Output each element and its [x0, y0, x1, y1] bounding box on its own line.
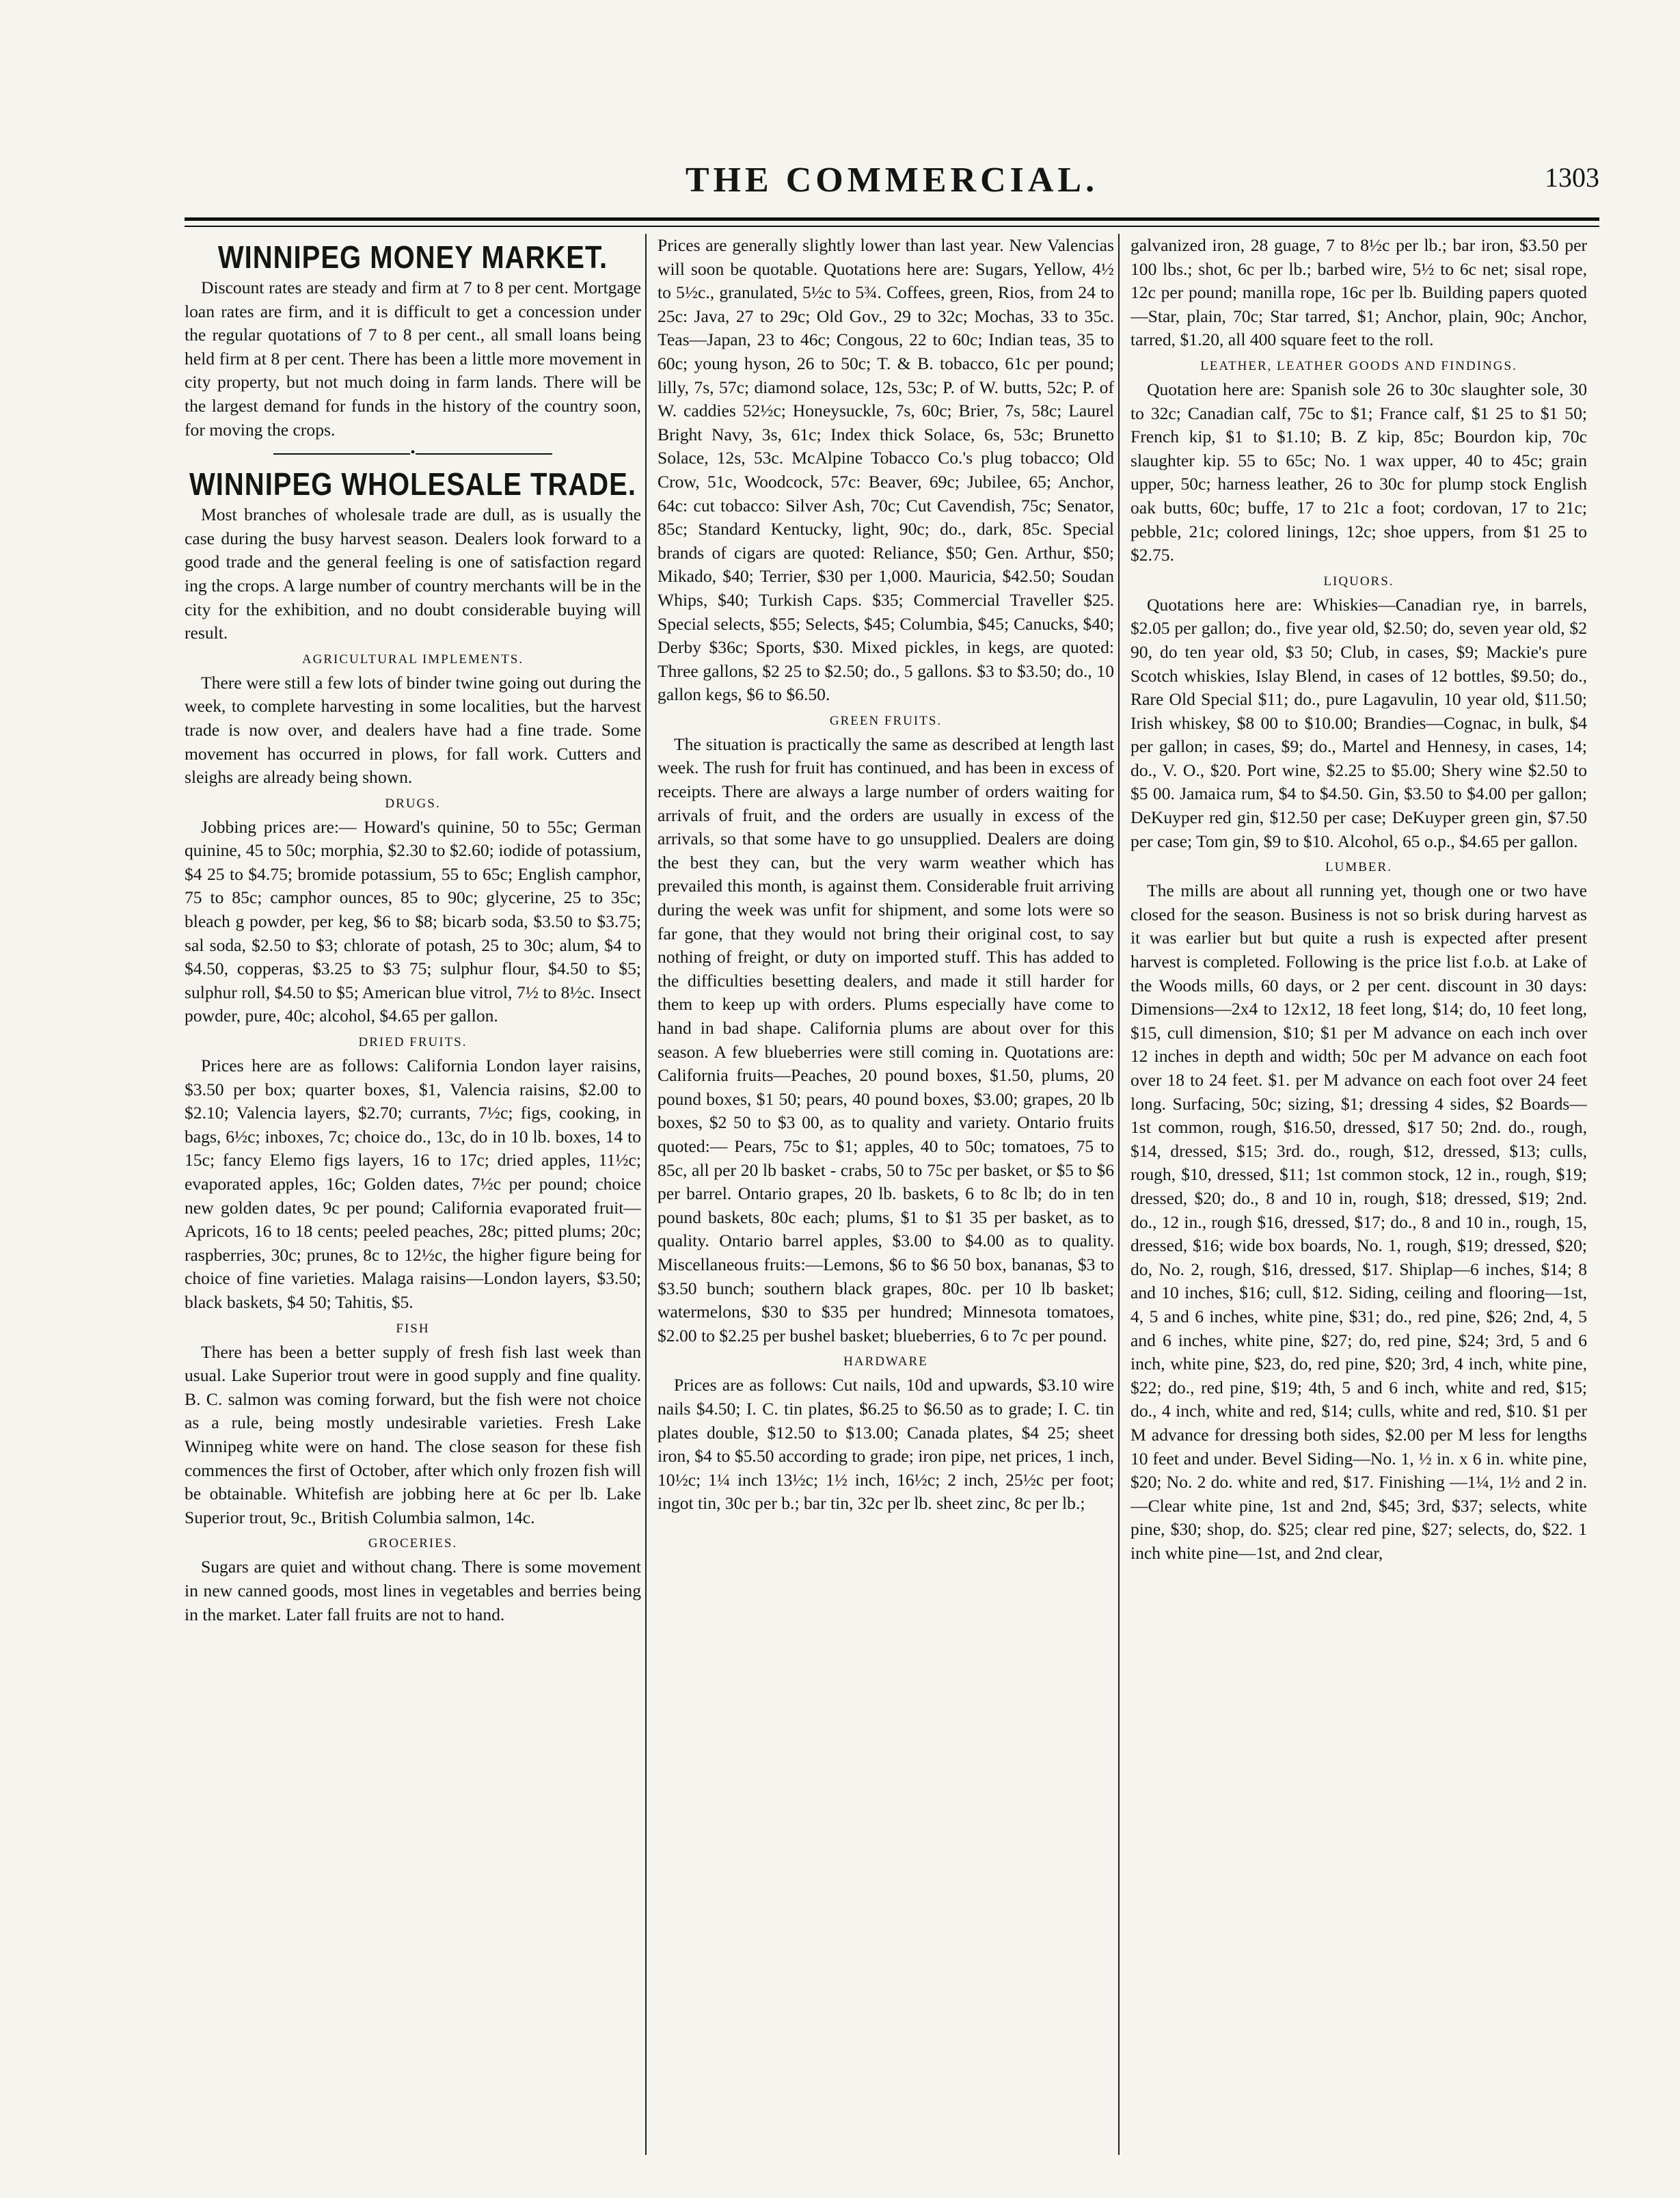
column-divider: [645, 234, 647, 2155]
column-divider: [1118, 234, 1120, 2155]
subsection-heading: LEATHER, LEATHER GOODS AND FINDINGS.: [1200, 358, 1517, 373]
subsection-heading: HARDWARE: [843, 1354, 928, 1369]
article-paragraph: There were still a few lots of binder twine going out during the week, to complete harvesting in some localities, but the harvest trade is now over, and dealers have had a fine trade. Some movement has occurred in plows, for fall work. Cutters and sleighs are already being shown.: [185, 672, 641, 788]
subsection-heading: DRUGS.: [385, 796, 441, 811]
header-rule-thin: [185, 226, 1599, 227]
article-paragraph: Jobbing prices are:— Howard's quinine, 50 to 55c; German quinine, 45 to 50c; morphia, $2.30 to $2.60; iodide of potassium, $4 25 to $4.75; bromide potassium, 55 to 65c; English camphor, 75 to 85c; camphor ounces, 85 to 90c; glycerine, 25 to 35c; bleach g powder, per keg, $6 to $8; bicarb soda, $3.50 to $3.75; sal soda, $2.50 to $3; chlorate of potash, 25 to 30c; alum, $4 to $4.50, copperas, $3.25 to $3 75; sulphur flour, $4.50 to $5; sulphur roll, $4.50 to $5; American blue vitrol, 7½ to 8½c. Insect powder, pure, 40c; alcohol, $4.65 per gallon.: [185, 816, 641, 1026]
article-paragraph: Prices are generally slightly lower than last year. New Valencias will soon be quotable. Quotations here are: Sugars, Yellow, 4½ to 5½c., granulated, 5½c to 5¾. Coffees, green, Rios, from 24 to 25c: Java, 27 to 29c; Old Gov., 29 to 32c; Mochas, 33 to 35c. Teas—Japan, 23 to 46c; Congous, 22 to 60c; Indian teas, 35 to 60c; young hyson, 26 to 50c; T. & B. tobacco, 61c per pound; lilly, 7s, 57c; diamond solace, 12s, 53c; P. of W. butts, 52c; P. of W. caddies 52½c; Honeysuckle, 7s, 60c; Brier, 7s, 58c; Laurel Bright Navy, 3s, 61c; Index thick Solace, 6s, 53c; Brunetto Solace, 12s, 53c. McAlpine Tobacco Co.'s plug tobacco; Old Crow, 51c, Woodcock, 57c: Beaver, 69c; Jubilee, 65; Anchor, 64c: cut tobacco: Silver Ash, 70c; Cut Cavendish, 75c; Senator, 85c; Standard Kentucky, light, 90c; do., dark, 85c. Special brands of cigars are quoted: Reliance, $50; Gen. Arthur, $50; Mikado, $40; Terrier, $30 per 1,000. Mauricia, $42.50; Soudan Whips, $40; Turkish Caps. $35; Commercial Traveller $25. Special selects, $55; Selects, $45; Columbia, $45; Canucks, $40; Derby $36c; Sports, $30. Mixed pickles, in kegs, are quoted: Three gallons, $2 25 to $2.50; do., 5 gallons. $3 to $3.50; do., 10 gallon kegs, $6 to $6.50.: [658, 235, 1114, 705]
article-paragraph: Sugars are quiet and without chang. There is some movement in new canned goods, most lines in vegetables and berries being in the market. Later fall fruits are not to hand.: [185, 1557, 641, 1624]
masthead: [185, 156, 1599, 204]
subsection-heading: FISH: [396, 1321, 430, 1336]
column-1: [185, 234, 641, 2155]
header-rule-thick: [185, 217, 1599, 221]
newspaper-title: THE COMMERCIAL.: [685, 161, 1099, 200]
article-paragraph: Prices are as follows: Cut nails, 10d and upwards, $3.10 wire nails $4.50; I. C. tin plates, $6.25 to $6.50 as to grade; I. C. tin plates double, $12.50 to $13.00; Canada plates, $4 25; sheet iron, $4 to $5.50 according to grade; iron pipe, net prices, 1 inch, 10½c; 1¼ inch 13½c; 1½ inch, 16½c; 2 inch, 25½c per foot; ingot tin, 30c per b.; bar tin, 32c per lb. sheet zinc, 8c per lb.;: [658, 1375, 1114, 1514]
article-paragraph: Discount rates are steady and firm at 7 to 8 per cent. Mortgage loan rates are firm, and it is difficult to get a concession under the regular quotations of 7 to 8 per cent., all small loans being held firm at 8 per cent. There has been a little more movement in city property, but not much doing in farm lands. There will be the largest demand for funds in the history of the country soon, for moving the crops.: [185, 278, 641, 440]
section-heading: WINNIPEG WHOLESALE TRADE.: [189, 467, 636, 502]
article-paragraph: The situation is practically the same as described at length last week. The rush for fruit has continued, and has been in excess of receipts. There are always a large number of orders waiting for arrivals of fruit, and the orders are usually in excess of the arrivals, so that some have to go unsupplied. Dealers are doing the best they can, but the very warm weather which has prevailed this month, is against them. Considerable fruit arriving during the week was unfit for shipment, and some lots were so far gone, that they would not bring their original cost, to say nothing of freight, or duty on imported stuff. This has added to the difficulties besetting dealers, and made it still harder for them to keep up with orders. Plums especially have come to hand in bad shape. California plums are about over for this season. A few blueberries were still coming in. Quotations are: California fruits—Peaches, 20 pound boxes, $1.50, plums, 20 pound boxes, $1 50; pears, 40 pound boxes, $3.00; grapes, 20 lb boxes, $2 50 to $3 00, as to quality and variety. Ontario fruits quoted:— Pears, 75c to $1; apples, 40 to 50c; tomatoes, 75 to 85c, all per 20 lb basket - crabs, 50 to 75c per basket, or $5 to $6 per barrel. Ontario grapes, 20 lb. baskets, 6 to 8c lb; do in ten pound baskets, 80c each; plums, $1 to $1 35 per basket, as to quality. Ontario barrel apples, $3.00 to $4.00 as to quality. Miscellaneous fruits:—Lemons, $6 to $6 50 box, bananas, $3 to $3.50 bunch; southern black grapes, 80c. per 10 lb basket; watermelons, $30 to $35 per hundred; Minnesota tomatoes, $2.00 to $2.25 per bushel basket; blueberries, 6 to 7c per pound.: [658, 734, 1114, 1345]
subsection-heading: DRIED FRUITS.: [358, 1035, 468, 1050]
column-3: [1130, 234, 1587, 2155]
subsection-heading: GROCERIES.: [368, 1536, 458, 1551]
article-paragraph: Most branches of wholesale trade are dull, as is usually the case during the busy harvest season. Dealers look forward to a good trade and the general feeling is one of satisfaction regard ing the crops. A large number of country merchants will be in the city for the exhibition, and no doubt considerable buying will result.: [185, 505, 641, 643]
article-paragraph: Prices here are as follows: California London layer raisins, $3.50 per box; quarter boxes, $1, Valencia raisins, $2.00 to $2.10; Valencia layers, $2.70; currants, 7½c; figs, cooking, in bags, 6½c; inboxes, 7c; choice do., 13c, do in 10 lb. boxes, 14 to 15c; fancy Elemo figs layers, 16 to 17c; dried apples, 11½c; evaporated apples, 16c; Golden dates, 7½c per pound; choice new golden dates, 9c per pound; California evaporated fruit—Apricots, 16 to 18 cents; peeled peaches, 28c; pitted plums; 20c; raspberries, 30c; prunes, 8c to 12½c, the higher figure being for choice of fine varieties. Malaga raisins—London layers, $3.50; black baskets, $4 50; Tahitis, $5.: [185, 1056, 641, 1312]
article-paragraph: Quotation here are: Spanish sole 26 to 30c slaughter sole, 30 to 32c; Canadian calf, 75c to $1; France calf, $1 25 to $1 50; French kip, $1 to $1.10; B. Z kip, 85c; Bourdon kip, 70c slaughter kip. 55 to 65c; No. 1 wax upper, 40 to 45c; grain upper, 50c; harness leather, 26 to 30c for plump stock English oak butts, 60c; buffe, 17 to 21c a foot; cordovan, 17 to 21c; pebble, 21c; colored linings, 12c; shoe uppers, from $1 25 to $2.75.: [1130, 379, 1587, 565]
subsection-heading: GREEN FRUITS.: [829, 713, 943, 728]
article-paragraph: The mills are about all running yet, though one or two have closed for the season. Business is not so brisk during harvest as it was earlier but but quite a rush is expected after present harvest is completed. Following is the price list f.o.b. at Lake of the Woods mills, 60 days, or 2 per cent. discount in 30 days: Dimensions—2x4 to 12x12, 18 feet long, $14; do, 10 feet long, $15, cull dimension, $10; $1 per M advance on each inch over 12 inches in depth and width; 50c per M advance on each foot over 18 to 24 feet. $1. per M advance on each foot over 24 feet long. Surfacing, 50c; sizing, $1; dressing 4 sides, $2 Boards—1st common, rough, $16.50, dressed, $17 50; 2nd. do., rough, $14, dressed, $15; 3rd. do., rough, $12, dressed, $13; culls, rough, $10, dressed, $11; 1st common stock, 12 in., rough, $19; dressed, $20; do., 8 and 10 in, rough, $18; dressed, $19; 2nd. do., 12 in., rough $16, dressed, $17; do., 8 and 10 in., rough, 15, dressed, $16; wide box boards, No. 1, rough, $19; dressed, $20; do, No. 2, rough, $16, dressed, $17. Shiplap—6 inches, $14; 8 and 10 inches, $16; cull, $12. Siding, ceiling and flooring—1st, 4, 5 and 6 inches, white pine, $31; do., red pine, $26; 2nd, 4, 5 and 6 inches, white pine, $27; do, red pine, $24; 3rd, 5 and 6 inch, white pine, $23, do, red pine, $20; 3rd, 4 inch, white pine, $22; do., red pine, $19; 4th, 5 and 6 inch, white and red, $15; do., 4 inch, white and red, $14; culls, white and red, $10. $1 per M advance for dressing both sides, $2.00 per M less for lengths 10 feet and under. Bevel Siding—No. 1, ½ in. x 6 in. white pine, $20; No. 2 do. white and red, $17. Finishing —1¼, 1½ and 2 in.—Clear white pine, 1st and 2nd, $45; 3rd, $37; selects, white pine, $30; shop, do. $25; clear red pine, $27; selects, do, $22. 1 inch white pine—1st, and 2nd clear,: [1130, 881, 1587, 1563]
article-paragraph: Quotations here are: Whiskies—Canadian rye, in barrels, $2.05 per gallon; do., five year old, $2.50; do, seven year old, $2 90, do ten year old, $3 50; Club, in cases, $9; Mackie's pure Scotch whiskies, Islay Blend, in cases of 12 bottles, $9.50; do., Rare Old Special $11; do., pure Lagavulin, 10 year old, $11.50; Irish whiskey, $8 00 to $10.00; Brandies—Cognac, in bulk, $4 per gallon; in cases, $9; do., Martel and Hennesy, in cases, 14; do., V. O., $20. Port wine, $2.25 to $5.00; Shery wine $2.50 to $5 00. Jamaica rum, $4 to $4.50. Gin, $3.50 to $4.00 per gallon; DeKuyper red gin, $12.50 per case; DeKuyper green gin, $7.50 per case; Tom gin, $9 to $10. Alcohol, 65 o.p., $4.65 per gallon.: [1130, 594, 1587, 851]
article-paragraph: galvanized iron, 28 guage, 7 to 8½c per lb.; bar iron, $3.50 per 100 lbs.; shot, 6c per lb.; barbed wire, 5½ to 6c net; sisal rope, 12c per pound; manilla rope, 16c per lb. Building papers quoted—Star, plain, 70c; Star tarred, $1; Anchor, plain, 90c; Anchor, tarred, $1.20, all 400 square feet to the roll.: [1130, 235, 1587, 350]
subsection-heading: AGRICULTURAL IMPLEMENTS.: [301, 652, 524, 667]
divider-ornament: •: [410, 445, 416, 461]
section-divider: [185, 444, 641, 461]
section-heading: WINNIPEG MONEY MARKET.: [217, 240, 608, 276]
column-2: [658, 234, 1114, 2155]
page-number: 1303: [1545, 162, 1599, 193]
article-paragraph: There has been a better supply of fresh fish last week than usual. Lake Superior trout were in good supply and fine quality. B. C. salmon was coming forward, but the fish were not choice as a rule, being mostly undesirable varieties. Fresh Lake Winnipeg white were on hand. The close season for these fish commences the first of October, after which only frozen fish will be obtainable. Whitefish are jobbing here at 6c per lb. Lake Superior trout, 9c., British Columbia salmon, 14c.: [185, 1341, 641, 1527]
subsection-heading: LUMBER.: [1325, 860, 1392, 875]
subsection-heading: LIQUORS.: [1323, 574, 1394, 589]
